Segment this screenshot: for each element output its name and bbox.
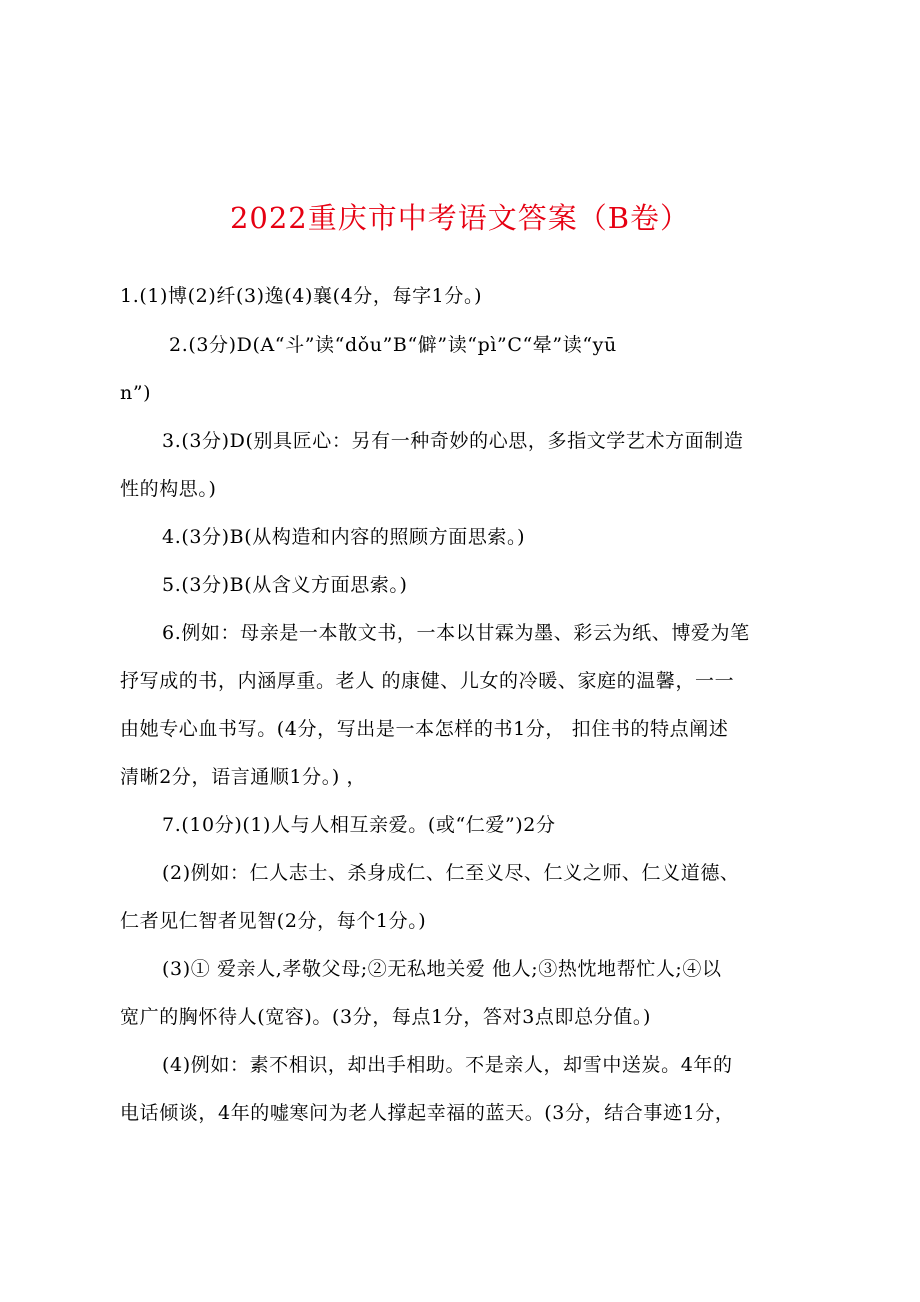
text-line-10: 由她专心血书写。(4分，写出是一本怎样的书1分， 扣住书的特点阐述 xyxy=(120,718,729,740)
text-line-15: (3)① 爱亲人,孝敬父母;②无私地关爱 他人;③热忱地帮忙人;④以 xyxy=(162,958,722,980)
text-line-14: 仁者见仁智者见智(2分，每个1分。) xyxy=(120,910,427,932)
text-line-1: 1.(1)博(2)纤(3)逸(4)襄(4分，每字1分。) xyxy=(120,285,483,307)
text-line-2: 2.(3分)D(A“斗”读“dǒu”B“僻”读“pì”C“晕”读“yū xyxy=(169,334,617,356)
text-line-16: 宽广的胸怀待人(宽容)。(3分，每点1分，答对3点即总分值。) xyxy=(120,1006,652,1028)
text-line-7: 5.(3分)B(从含义方面思索。) xyxy=(162,574,408,596)
text-line-12: 7.(10分)(1)人与人相互亲爱。(或“仁爱”)2分 xyxy=(162,814,556,836)
text-line-17: (4)例如：素不相识，却出手相助。不是亲人，却雪中送炭。4年的 xyxy=(162,1054,733,1076)
text-line-6: 4.(3分)B(从构造和内容的照顾方面思索。) xyxy=(162,526,526,548)
text-line-13: (2)例如：仁人志士、杀身成仁、仁至义尽、仁义之师、仁义道德、 xyxy=(162,862,740,884)
text-line-18: 电话倾谈，4年的嘘寒问为老人撑起幸福的蓝天。(3分，结合事迹1分， xyxy=(120,1102,735,1124)
document-title: 2022重庆市中考语文答案（B卷） xyxy=(229,201,691,235)
text-line-9: 抒写成的书，内涵厚重。老人 的康健、儿女的冷暖、家庭的温馨，一一 xyxy=(120,670,735,692)
text-line-3: n”) xyxy=(120,382,152,404)
text-line-11: 清晰2分，语言通顺1分。) ， xyxy=(120,766,367,788)
text-line-8: 6.例如：母亲是一本散文书，一本以甘霖为墨、彩云为纸、博爱为笔 xyxy=(162,622,750,644)
text-line-5: 性的构思。) xyxy=(120,478,217,500)
text-line-4: 3.(3分)D(别具匠心：另有一种奇妙的心思，多指文学艺术方面制造 xyxy=(162,430,744,452)
